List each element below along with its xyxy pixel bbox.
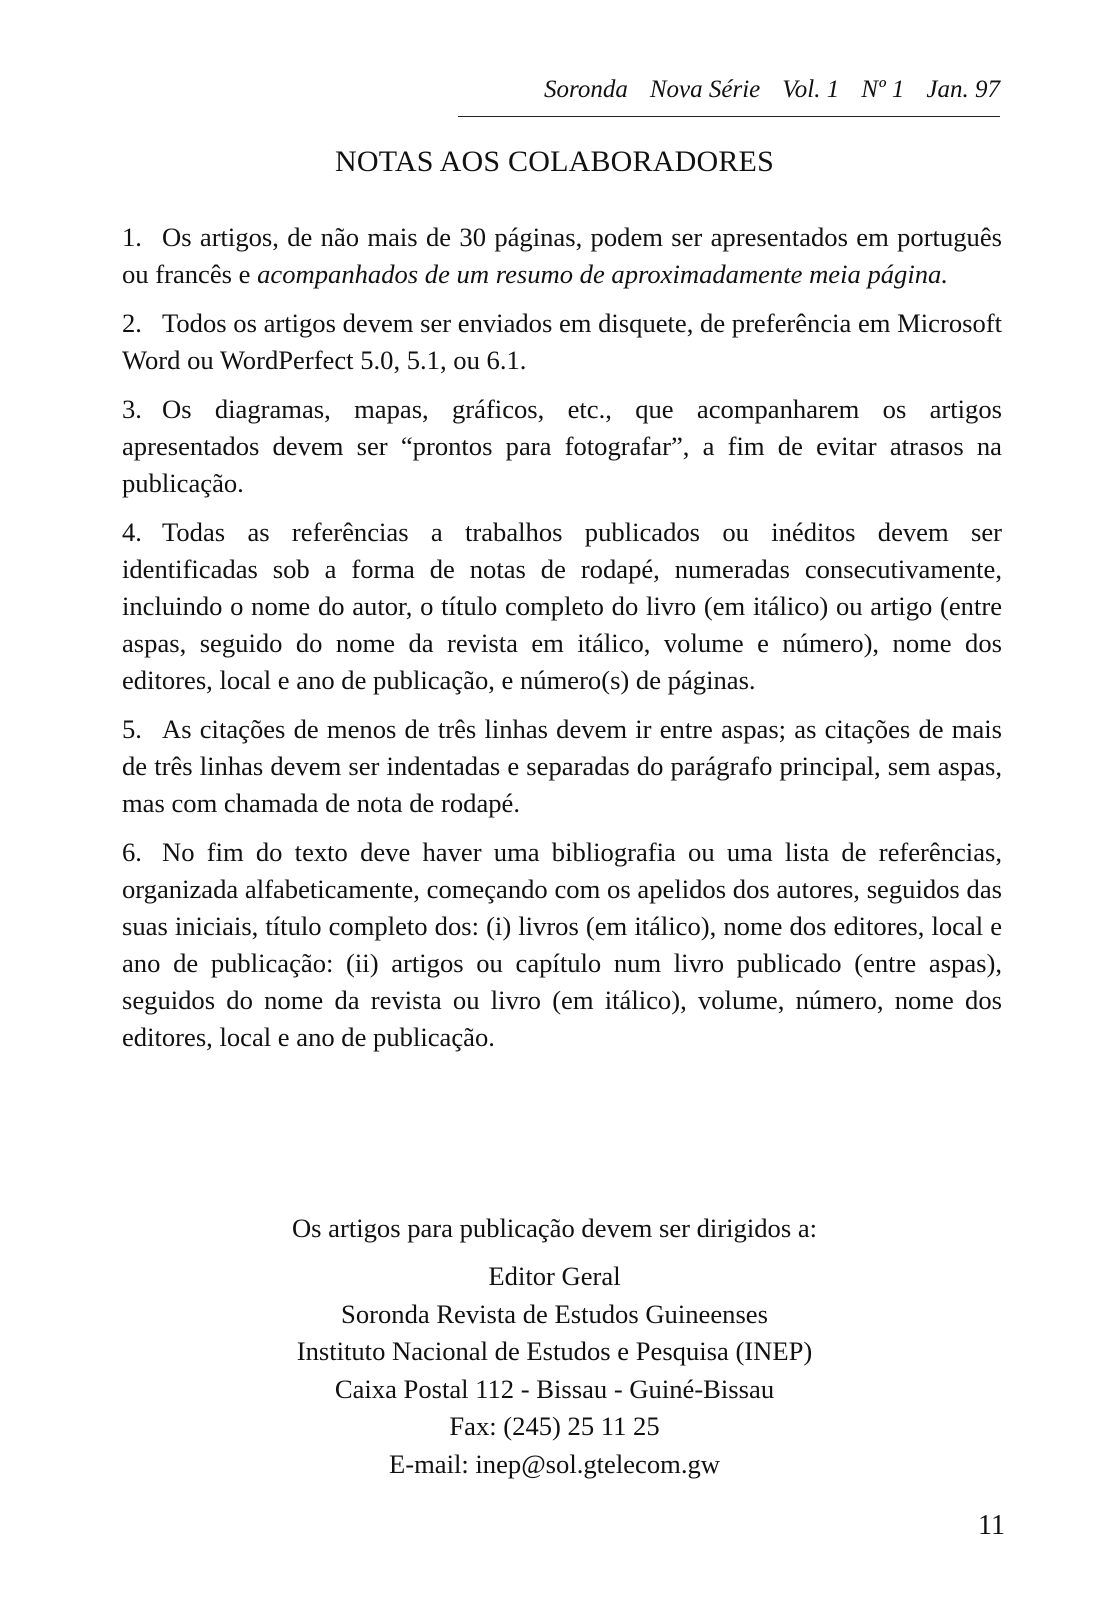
note-text: As citações de menos de três linhas devem ir entre aspas; as citações de mais de três linhas devem ser indentadas e separadas do parágrafo principal, sem aspas, mas com chamada de nota de rodapé.	[122, 714, 1002, 818]
submission-address	[0, 1213, 1109, 1483]
note-item-6	[122, 834, 1002, 1056]
note-item-1	[122, 219, 1002, 293]
note-text: Todos os artigos devem ser enviados em disquete, de preferência em Microsoft Word ou WordPerfect 5.0, 5.1, ou 6.1.	[122, 308, 1003, 375]
note-number: 2.	[122, 308, 142, 338]
journal-name: Soronda	[544, 76, 628, 103]
page-title: NOTAS AOS COLABORADORES	[335, 145, 774, 178]
running-header	[458, 76, 1000, 117]
address-line-journal: Soronda Revista de Estudos Guineenses	[341, 1298, 768, 1329]
note-number: 4.	[122, 517, 142, 547]
note-text: No fim do texto deve haver uma bibliografia ou uma lista de referências, organizada alfabeticamente, começando com os apelidos dos autores, seguidos das suas iniciais, título completo dos: (i) livros (em itálico), nome dos editores, local e ano de publicação: (ii) artigos ou capítulo num livro publicado (entre aspas), seguidos do nome da revista ou livro (em itálico), volume, número, nome dos editores, local e ano de publicação.	[122, 837, 1002, 1052]
note-number: 1.	[122, 222, 142, 252]
address-line-institute: Instituto Nacional de Estudos e Pesquisa (INEP)	[296, 1336, 813, 1366]
note-item-3	[122, 391, 1002, 502]
journal-series: Nova Série	[649, 76, 761, 103]
note-italic-text: acompanhados de um resumo de aproximadamente meia página.	[257, 259, 948, 289]
journal-number: Nº 1	[861, 76, 905, 103]
address-line-editor: Editor Geral	[488, 1261, 621, 1291]
note-number: 3.	[122, 394, 142, 424]
note-item-2	[122, 305, 1002, 379]
note-item-5	[122, 711, 1002, 822]
note-text: Os diagramas, mapas, gráficos, etc., que acompanharem os artigos apresentados devem ser “prontos para fotografar”, a fim de evitar atrasos na publicação.	[122, 394, 1002, 498]
journal-date: Jan. 97	[926, 76, 1000, 103]
journal-volume: Vol. 1	[782, 76, 840, 103]
address-line-fax: Fax: (245) 25 11 25	[449, 1411, 660, 1441]
note-text: Os artigos, de não mais de 30 páginas, podem ser apresentados em português ou francês e	[122, 222, 1002, 289]
address-line-email: E-mail: inep@sol.gtelecom.gw	[389, 1448, 720, 1479]
address-intro: Os artigos para publicação devem ser dirigidos a:	[291, 1213, 818, 1243]
note-item-4	[122, 514, 1002, 699]
note-number: 6.	[122, 837, 142, 867]
page-number: 11	[978, 1510, 1005, 1541]
address-line-postal: Caixa Postal 112 - Bissau - Guiné-Bissau	[334, 1373, 775, 1404]
note-number: 5.	[122, 714, 142, 744]
contributor-notes	[122, 219, 1002, 1068]
note-text: Todas as referências a trabalhos publicados ou inéditos devem ser identificadas sob a forma de notas de rodapé, numeradas consecutivamente, incluindo o nome do autor, o título completo do livro (em itálico) ou artigo (entre aspas, seguido do nome da revista em itálico, volume e número), nome dos editores, local e ano de publicação, e número(s) de páginas.	[122, 517, 1002, 695]
